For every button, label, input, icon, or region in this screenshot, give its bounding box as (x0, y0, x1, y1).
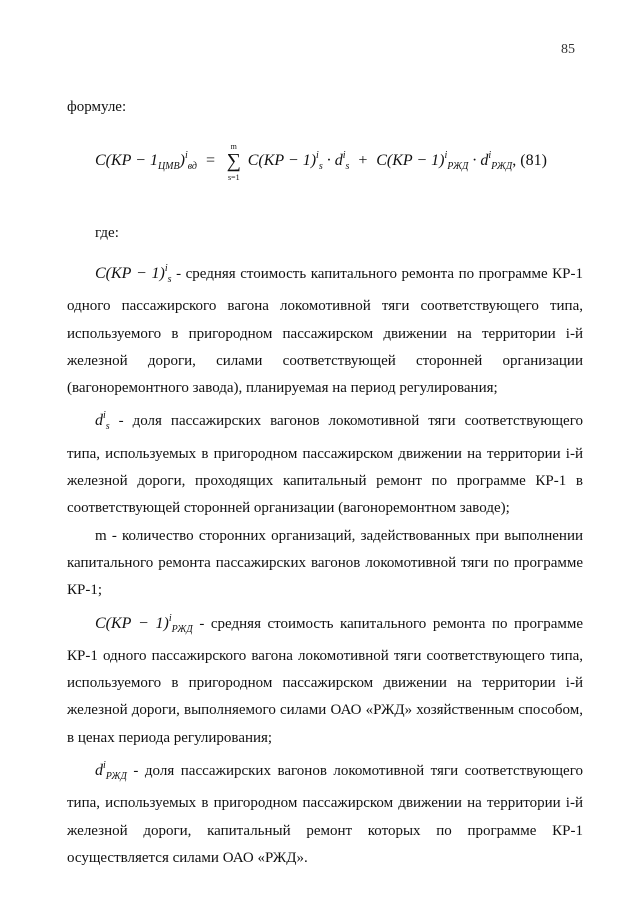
definition-text: - средняя стоимость капитального ремонта по программе КР-1 одного пассажирского вагона локомотивной тяги соответствующего типа, используемого в пригородном пассажирском движении на территории i-й железной дороги, выполняемого силами ОАО «РЖД» хозяйственным способом, в ценах периода регулирования; (67, 615, 583, 746)
formula-lhs: $C(KP - 1_{ЦМВ})^i_{вд}$ (95, 150, 197, 172)
definition-symbol: $d^i_{РЖД}$ (95, 760, 127, 783)
formula-81: $C(KP - 1_{ЦМВ})^i_{вд}$ = m ∑ s=1 $C(KP - 1)^i_s \cdot d^i_s + C(KP - 1)^i_{РЖД} \cdot d^i_{РЖД}$, (81) (95, 141, 547, 182)
definition-symbol: $d^i_s$ (95, 410, 110, 433)
formula-term2: $C(KP - 1)^i_{РЖД} \cdot d^i_{РЖД}$ (376, 150, 513, 172)
definition-text: - количество сторонних организаций, задействованных при выполнении капитального ремонта пассажирских вагонов локомотивной тяги по программе КР-1; (67, 527, 583, 599)
where-label: где: (95, 225, 119, 241)
equation-number: (81) (520, 152, 547, 169)
plus-sign: + (353, 152, 373, 169)
intro-text: формуле: (67, 99, 127, 115)
definition-text: - средняя стоимость капитального ремонта по программе КР-1 одного пассажирского вагона локомотивной тяги соответствующего типа, используемого в пригородном пассажирском движении на территории i-й железной дороги, силами соответствующей сторонней организации (вагоноремонтного завода), планируемая на период регулирования; (67, 266, 583, 397)
definitions-list (67, 255, 583, 872)
definition-item (67, 255, 583, 402)
sum-lower-limit: s=1 (227, 172, 240, 182)
sum-upper-limit: m (230, 141, 237, 151)
summation-symbol: m ∑ s=1 (226, 141, 241, 182)
equals-sign: = (200, 152, 220, 169)
definition-item (67, 402, 583, 522)
definition-text: - доля пассажирских вагонов локомотивной тяги соответствующего типа, используемых в пригородном пассажирском движении на территории i-й железной дороги, капитальный ремонт которых по программе КР-1 осуществляется силами ОАО «РЖД». (67, 763, 583, 866)
definition-symbol: C(KP − 1)$^i_s$ (95, 263, 172, 285)
definition-symbol: C(KP − 1)$^i_{РЖД}$ (95, 612, 193, 635)
definition-text: - доля пассажирских вагонов локомотивной тяги соответствующего типа, используемых в пригородном пассажирском движении на территории i-й железной дороги, проходящих капитальный ремонт по программе КР-1 в соответствующей сторонней организации (вагоноремонтном заводе); (67, 413, 583, 517)
page-number: 85 (561, 42, 575, 57)
definition-item (67, 605, 583, 752)
definition-item (67, 752, 583, 872)
definition-item (67, 523, 583, 605)
definition-symbol: m (95, 527, 107, 544)
formula-term1: $C(KP - 1)^i_s \cdot d^i_s$ (247, 150, 350, 172)
